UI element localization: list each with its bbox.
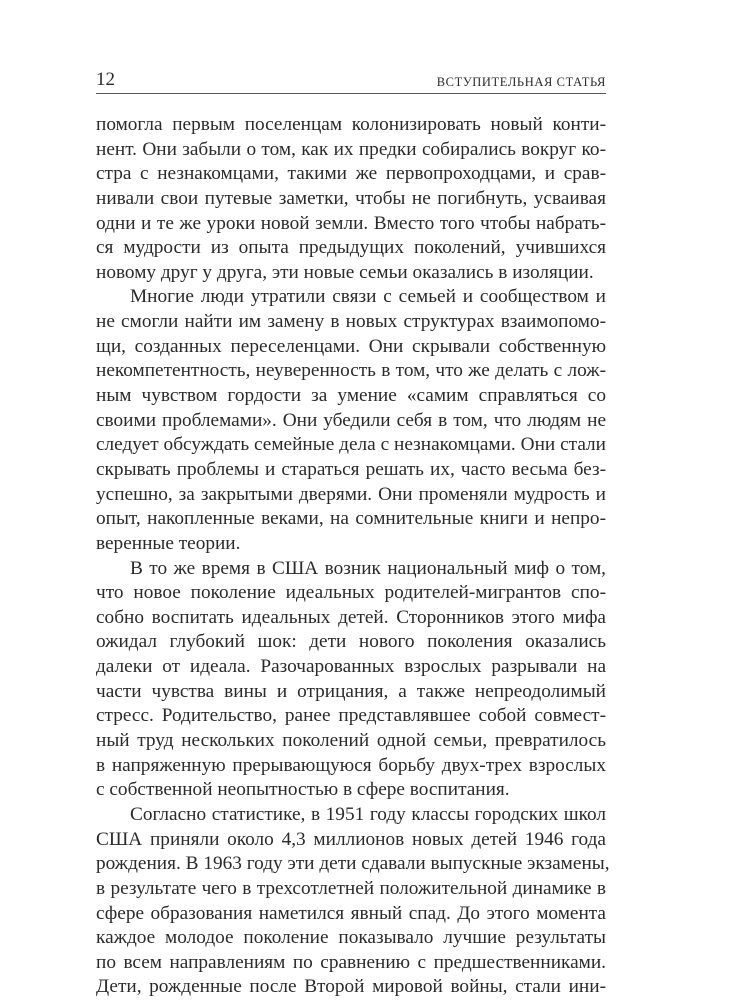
text-line: скрывать проблемы и стараться решать их, часто весьма без- bbox=[96, 458, 606, 480]
running-title: ВСТУПИТЕЛЬНАЯ СТАТЬЯ bbox=[436, 75, 606, 89]
text-line: рождения. В 1963 году эти дети сдавали выпускные экзамены, bbox=[96, 853, 610, 875]
text-line: нент. Они забыли о том, как их предки собирались вокруг ко- bbox=[96, 138, 606, 160]
paragraph bbox=[96, 113, 606, 285]
running-header bbox=[96, 70, 606, 94]
text-line: следует обсуждать семейные дела с незнакомцами. Они стали bbox=[96, 434, 606, 456]
text-line: сфере образования наметился явный спад. До этого момента bbox=[96, 902, 606, 924]
paragraph bbox=[96, 803, 610, 1000]
text-line: некомпетентность, неуверенность в том, что же делать с лож- bbox=[96, 360, 606, 382]
paragraph bbox=[96, 285, 606, 556]
text-line: части чувства вины и отрицания, а также непреодолимый bbox=[96, 680, 606, 702]
text-line: что новое поколение идеальных родителей-мигрантов спо- bbox=[96, 582, 606, 604]
text-line: Согласно статистике, в 1951 году классы городских школ bbox=[130, 803, 606, 825]
text-line: В то же время в США возник национальный миф о том, bbox=[130, 557, 606, 579]
text-line: одни и те же уроки новой земли. Вместо того чтобы набрать- bbox=[96, 212, 606, 234]
text-line: успешно, за закрытыми дверями. Они променяли мудрость и bbox=[96, 483, 606, 505]
text-line: каждое молодое поколение показывало лучшие результаты bbox=[96, 927, 606, 949]
body-text bbox=[96, 113, 610, 1000]
text-line: нивали свои путевые заметки, чтобы не погибнуть, усваивая bbox=[96, 187, 606, 209]
text-line: ся мудрости из опыта предыдущих поколений, учившихся bbox=[96, 237, 606, 259]
text-line: ный труд нескольких поколений одной семьи, превратилось bbox=[96, 730, 606, 752]
text-line: Дети, рожденные после Второй мировой войны, стали ини- bbox=[96, 976, 606, 998]
text-line: стра с незнакомцами, такими же первопроходцами, и срав- bbox=[96, 163, 606, 185]
text-line: стресс. Родительство, ранее представлявшее собой совмест- bbox=[96, 705, 606, 727]
text-line: в напряженную прерывающуюся борьбу двух-трех взрослых bbox=[96, 754, 606, 776]
text-line: щи, созданных переселенцами. Они скрывали собственную bbox=[96, 335, 606, 357]
paragraph bbox=[96, 557, 606, 803]
text-line: Многие люди утратили связи с семьей и сообществом и bbox=[130, 286, 606, 308]
text-line: веренные теории. bbox=[96, 532, 241, 554]
text-line: опыт, накопленные веками, на сомнительные книги и непро- bbox=[96, 508, 606, 530]
text-line: помогла первым поселенцам колонизировать новый конти- bbox=[96, 114, 606, 135]
text-line: ным чувством гордости за умение «самим справляться со bbox=[96, 385, 606, 407]
text-line: далеки от идеала. Разочарованных взрослых разрывали на bbox=[96, 656, 606, 678]
text-line: новому друг у друга, эти новые семьи оказались в изоляции. bbox=[96, 261, 594, 283]
text-line: с собственной неопытностью в сфере воспитания. bbox=[96, 779, 510, 801]
text-line: ожидал глубокий шок: дети нового поколения оказались bbox=[96, 631, 606, 653]
text-line: не смогли найти им замену в новых структурах взаимопомо- bbox=[96, 311, 606, 333]
text-line: своими проблемами». Они убедили себя в том, что людям не bbox=[96, 409, 606, 431]
text-line: по всем направлениям по сравнению с предшественниками. bbox=[96, 951, 606, 973]
page-number: 12 bbox=[96, 69, 115, 90]
text-line: США приняли около 4,3 миллионов новых детей 1946 года bbox=[96, 828, 606, 850]
text-line: собно воспитать идеальных детей. Сторонников этого мифа bbox=[96, 606, 606, 628]
text-line: в результате чего в трехсотлетней положительной динамике в bbox=[96, 877, 606, 899]
